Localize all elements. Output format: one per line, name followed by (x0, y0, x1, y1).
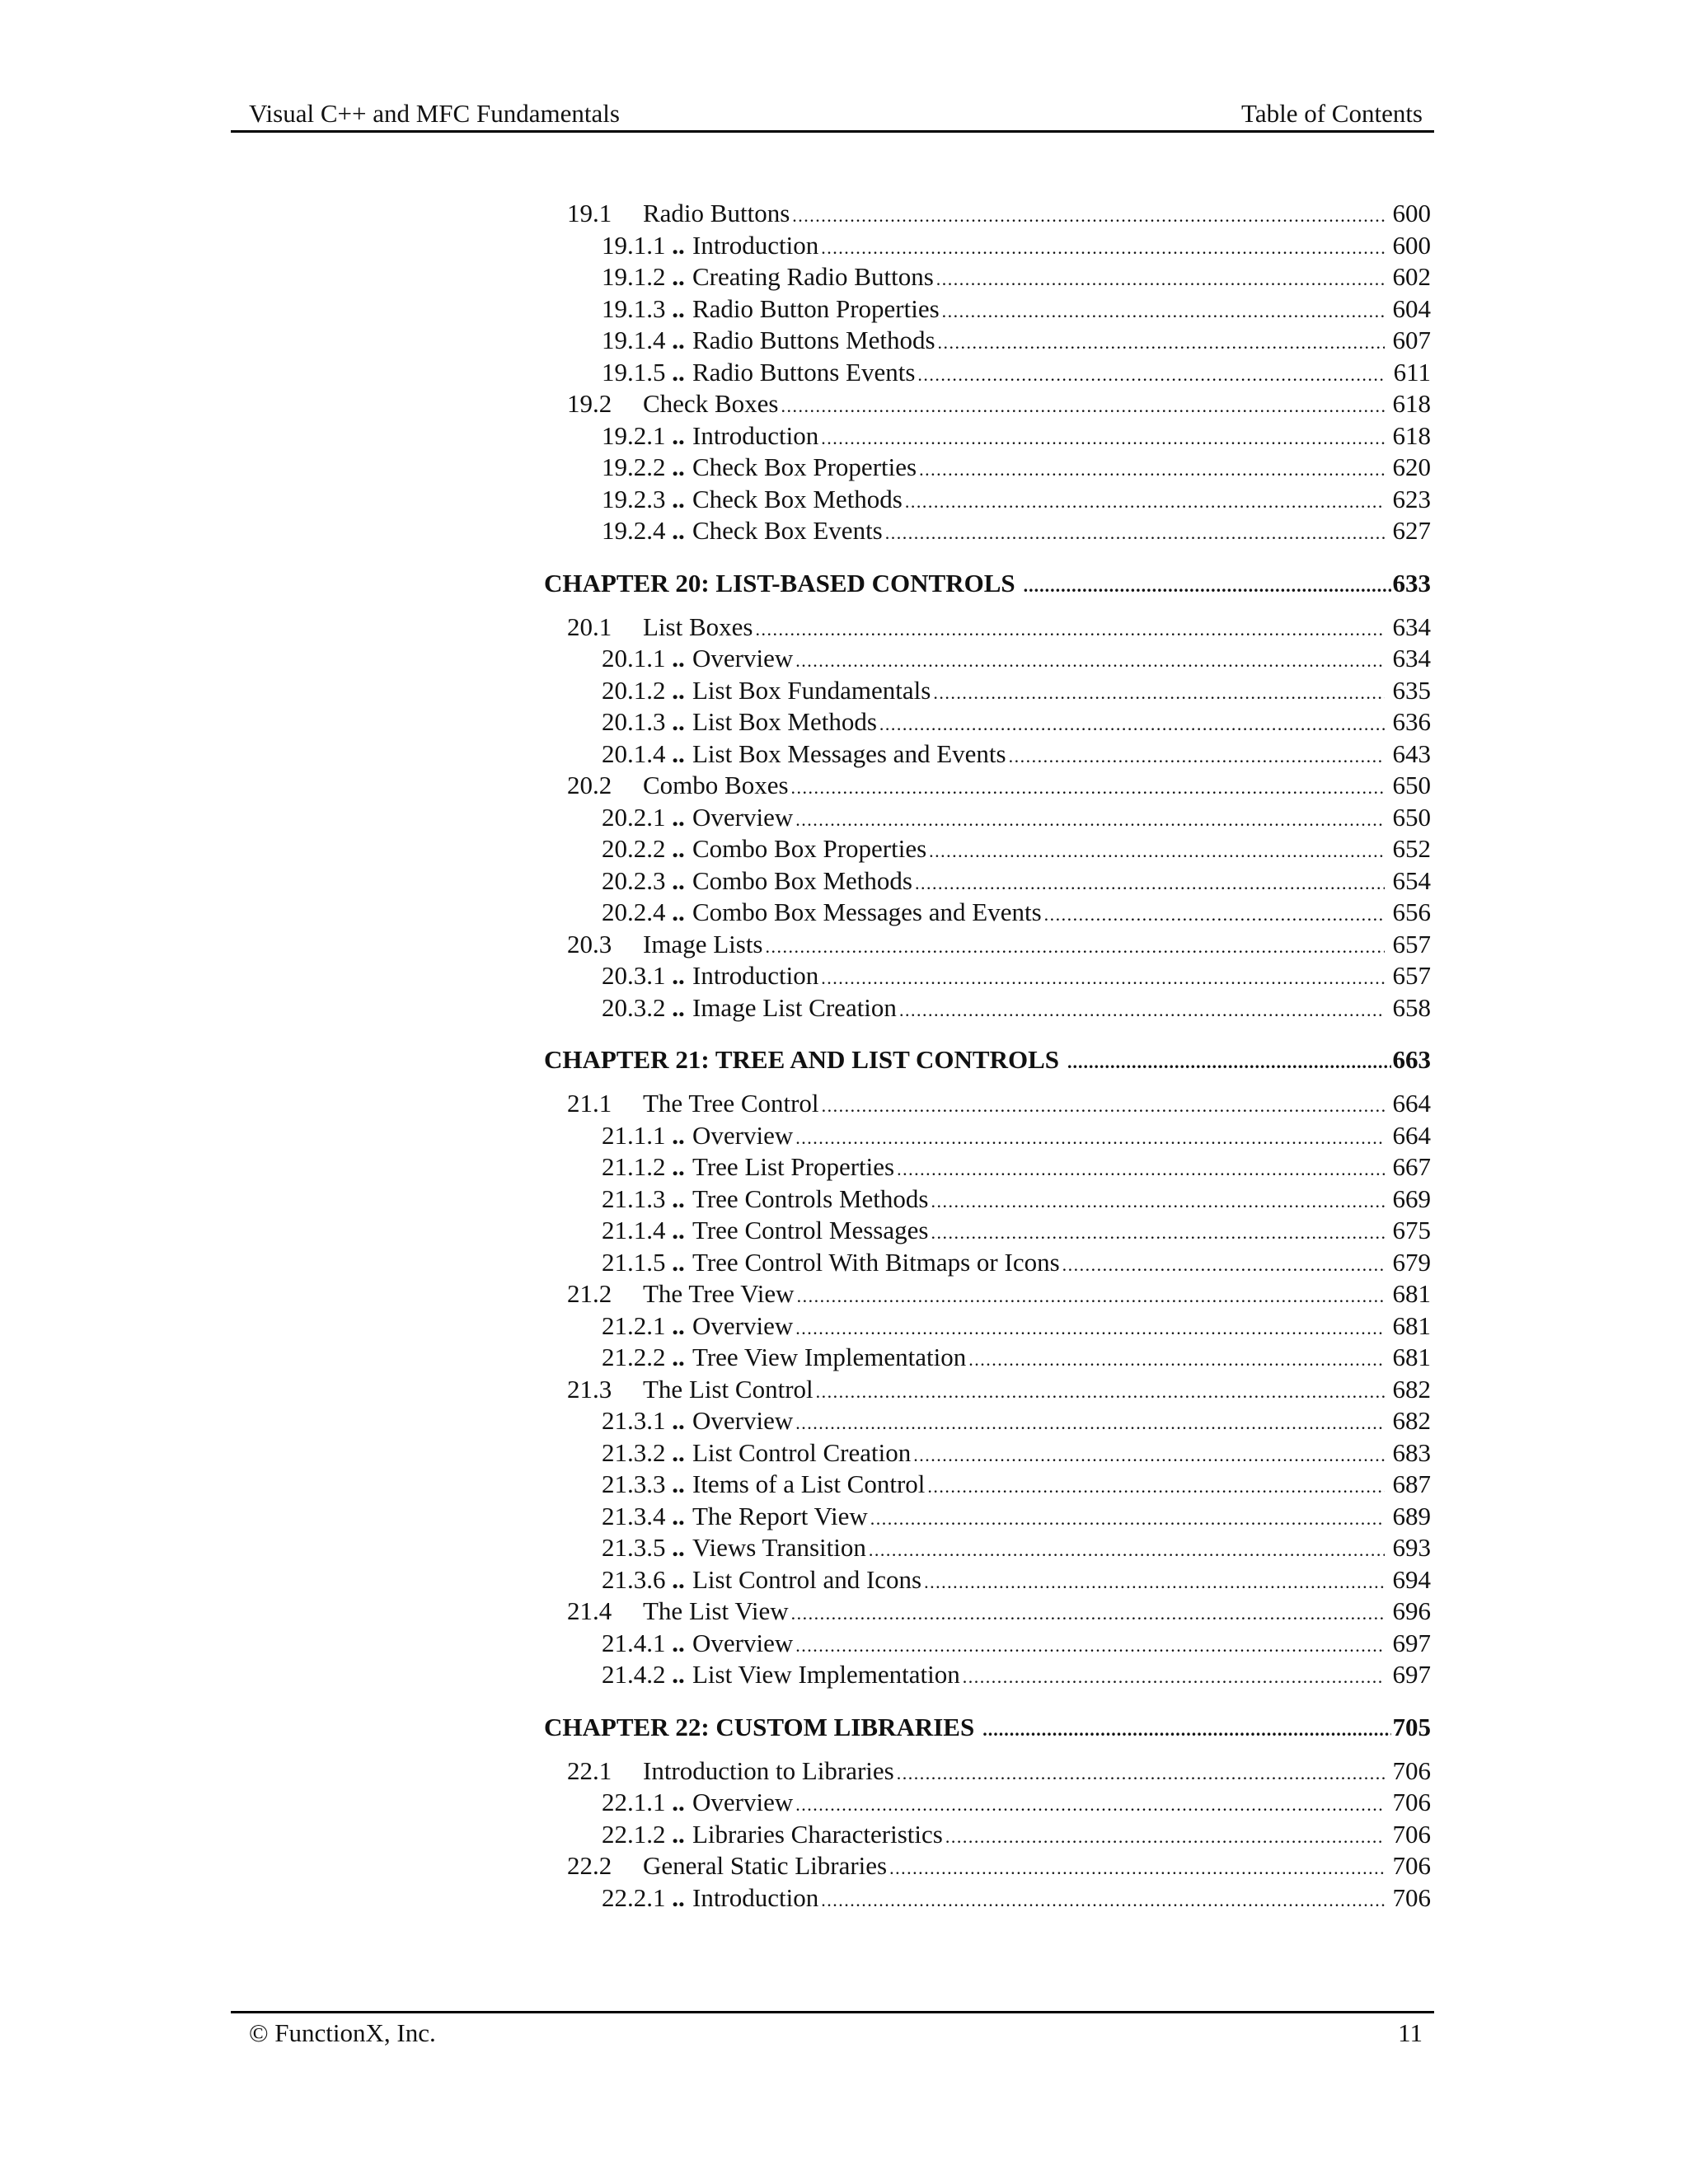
entry-title: Tree List Properties (692, 1152, 895, 1181)
entry-number: 21.3.1 .. (602, 1405, 685, 1437)
entry-title: Overview (692, 802, 794, 832)
toc-subsection-entry[interactable] (544, 1437, 1431, 1469)
dot-leader (795, 1313, 1385, 1345)
entry-title: The Tree Control (643, 1089, 819, 1118)
chapter-title: CHAPTER 21: TREE AND LIST CONTROLS (544, 1045, 1060, 1074)
toc-chapter-heading[interactable] (544, 1035, 1431, 1085)
entry-title: Radio Button Properties (692, 293, 940, 323)
entry-page: 681 (1392, 1343, 1431, 1371)
entry-title: Combo Boxes (643, 771, 789, 799)
dot-leader (795, 1789, 1385, 1821)
toc-subsection-entry[interactable] (544, 484, 1431, 516)
entry-number: 21.2 (567, 1279, 612, 1308)
entry-number: 19.2.1 .. (602, 420, 685, 452)
dot-leader (924, 1567, 1385, 1599)
entry-page: 696 (1392, 1596, 1431, 1625)
dot-leader (791, 772, 1385, 804)
entry-number: 21.3.2 .. (602, 1437, 685, 1469)
entry-title: Radio Buttons Events (692, 357, 916, 387)
section-title: Table of Contents (1241, 99, 1423, 128)
toc-subsection-entry[interactable] (544, 1469, 1431, 1501)
entry-title: Introduction to Libraries (643, 1755, 894, 1785)
entry-page: 620 (1392, 452, 1431, 481)
entry-title: Tree Control With Bitmaps or Icons (692, 1247, 1060, 1277)
toc-subsection-entry[interactable] (544, 325, 1431, 357)
entry-number: 19.1.3 .. (602, 293, 685, 326)
toc-subsection-entry[interactable] (544, 261, 1431, 293)
dot-leader (938, 327, 1385, 359)
entry-title: Introduction (692, 420, 819, 450)
entry-number: 21.4.1 .. (602, 1628, 685, 1660)
entry-number: 21.2.1 .. (602, 1310, 685, 1343)
dot-leader (795, 1630, 1385, 1662)
entry-title: Overview (692, 1120, 794, 1150)
book-title: Visual C++ and MFC Fundamentals (249, 99, 620, 128)
dot-leader (942, 296, 1385, 328)
toc-subsection-entry[interactable] (544, 1628, 1431, 1660)
toc-subsection-entry[interactable] (544, 1882, 1431, 1915)
dot-leader (915, 868, 1385, 900)
entry-number: 21.2.2 .. (602, 1342, 685, 1374)
entry-number: 21.1.2 .. (602, 1151, 685, 1183)
entry-title: Image List Creation (692, 992, 897, 1022)
toc-subsection-entry[interactable] (544, 643, 1431, 675)
entry-page: 669 (1392, 1183, 1431, 1213)
entry-title: List Box Fundamentals (692, 675, 931, 705)
toc-subsection-entry[interactable] (544, 1215, 1431, 1247)
dot-leader (781, 391, 1385, 423)
toc-subsection-entry[interactable] (544, 865, 1431, 898)
entry-page: 602 (1392, 262, 1431, 291)
dot-leader (870, 1503, 1385, 1535)
entry-title: Image Lists (643, 929, 763, 958)
entry-number: 20.1.1 .. (602, 643, 685, 675)
dot-leader (821, 232, 1385, 265)
dot-leader (885, 518, 1385, 550)
dot-leader (869, 1535, 1385, 1567)
toc-subsection-entry[interactable] (544, 293, 1431, 326)
entry-page: 650 (1392, 771, 1431, 799)
dot-leader (927, 1471, 1385, 1503)
entry-page: 636 (1392, 707, 1431, 736)
toc-subsection-entry[interactable] (544, 992, 1431, 1024)
copyright-notice: © FunctionX, Inc. (249, 2018, 436, 2047)
dot-leader (879, 709, 1385, 741)
toc-section-entry[interactable] (544, 770, 1431, 802)
entry-title: Combo Box Messages and Events (692, 898, 1042, 926)
entry-title: List Box Messages and Events (692, 738, 1006, 768)
chapter-title: CHAPTER 20: LIST-BASED CONTROLS (544, 568, 1015, 598)
entry-number: 21.3.3 .. (602, 1469, 685, 1501)
entry-number: 20.1.3 .. (602, 706, 685, 738)
dot-leader (919, 454, 1385, 486)
entry-number: 20.2 (567, 771, 612, 799)
toc-subsection-entry[interactable] (544, 515, 1431, 547)
dot-leader (929, 836, 1385, 868)
dot-leader (821, 963, 1385, 995)
entry-page: 627 (1392, 516, 1431, 545)
entry-title: Check Box Methods (692, 484, 903, 513)
dot-leader (889, 1853, 1385, 1885)
dot-leader (792, 200, 1385, 232)
toc-subsection-entry[interactable] (544, 1310, 1431, 1343)
entry-page: 675 (1392, 1216, 1431, 1244)
entry-page: 604 (1392, 293, 1431, 323)
toc-subsection-entry[interactable] (544, 452, 1431, 484)
entry-title: List Control and Icons (692, 1564, 922, 1594)
entry-number: 20.2.1 .. (602, 802, 685, 834)
dot-leader (899, 995, 1385, 1027)
entry-page: 623 (1392, 484, 1431, 513)
entry-number: 21.4.2 .. (602, 1659, 685, 1691)
entry-page: 607 (1392, 326, 1431, 354)
entry-page: 654 (1392, 865, 1431, 895)
entry-number: 22.2 (567, 1851, 612, 1880)
entry-title: List Box Methods (692, 707, 877, 736)
entry-title: Overview (692, 644, 794, 673)
toc-subsection-entry[interactable] (544, 1659, 1431, 1691)
entry-title: Combo Box Methods (692, 865, 912, 895)
entry-title: Creating Radio Buttons (692, 262, 934, 291)
entry-page: 664 (1392, 1089, 1431, 1118)
toc-chapter-heading[interactable] (544, 559, 1431, 608)
toc-section-entry[interactable] (544, 1278, 1431, 1310)
entry-page: 634 (1392, 612, 1431, 641)
page-header (231, 97, 1434, 133)
dot-leader (1044, 899, 1385, 931)
entry-page: 681 (1392, 1310, 1431, 1340)
dot-leader (905, 486, 1385, 518)
entry-number: 20.3.1 .. (602, 960, 685, 992)
toc-subsection-entry[interactable] (544, 1564, 1431, 1596)
entry-title: Overview (692, 1788, 794, 1816)
entry-number: 20.2.4 .. (602, 897, 685, 929)
entry-number: 21.3.5 .. (602, 1532, 685, 1564)
dot-leader (766, 931, 1386, 963)
dot-leader (931, 1217, 1385, 1249)
toc-subsection-entry[interactable] (544, 1120, 1431, 1152)
toc-subsection-entry[interactable] (544, 1247, 1431, 1279)
entry-page: 706 (1392, 1755, 1431, 1785)
toc-subsection-entry[interactable] (544, 675, 1431, 707)
dot-leader (982, 1705, 1390, 1755)
toc-subsection-entry[interactable] (544, 706, 1431, 738)
chapter-title: CHAPTER 22: CUSTOM LIBRARIES (544, 1712, 975, 1741)
entry-page: 643 (1392, 738, 1431, 768)
toc-subsection-entry[interactable] (544, 960, 1431, 992)
toc-subsection-entry[interactable] (544, 1342, 1431, 1374)
entry-page: 706 (1392, 1851, 1431, 1880)
entry-title: List Boxes (643, 612, 753, 641)
entry-number: 19.2 (567, 389, 612, 418)
entry-number: 21.1.5 .. (602, 1247, 685, 1279)
toc-section-entry[interactable] (544, 1088, 1431, 1120)
entry-page: 706 (1392, 1788, 1431, 1816)
entry-number: 21.3.6 .. (602, 1564, 685, 1596)
entry-page: 689 (1392, 1501, 1431, 1530)
dot-leader (821, 423, 1385, 455)
dot-leader (797, 1281, 1385, 1313)
dot-leader (795, 1122, 1385, 1155)
entry-title: Radio Buttons Methods (692, 326, 935, 354)
entry-number: 20.1.2 .. (602, 675, 685, 707)
table-of-contents (544, 198, 1431, 1914)
toc-subsection-entry[interactable] (544, 230, 1431, 262)
entry-page: 657 (1392, 929, 1431, 958)
entry-title: Views Transition (692, 1533, 866, 1562)
entry-number: 19.2.3 .. (602, 484, 685, 516)
toc-subsection-entry[interactable] (544, 420, 1431, 452)
entry-number: 19.1.5 .. (602, 357, 685, 389)
toc-subsection-entry[interactable] (544, 802, 1431, 834)
entry-page: 697 (1392, 1628, 1431, 1657)
entry-number: 19.1.4 .. (602, 325, 685, 357)
toc-subsection-entry[interactable] (544, 1787, 1431, 1819)
dot-leader (897, 1758, 1385, 1790)
entry-number: 19.1.2 .. (602, 261, 685, 293)
entry-number: 21.3 (567, 1374, 612, 1404)
entry-number: 19.2.4 .. (602, 515, 685, 547)
entry-number: 22.1 (567, 1755, 612, 1785)
entry-number: 22.1.1 .. (602, 1787, 685, 1819)
entry-page: 600 (1392, 199, 1431, 227)
dot-leader (1009, 741, 1385, 773)
toc-section-entry[interactable] (544, 612, 1431, 644)
entry-number: 20.1.4 .. (602, 738, 685, 771)
entry-title: The List View (643, 1596, 789, 1625)
entry-title: Overview (692, 1628, 794, 1657)
entry-number: 22.1.2 .. (602, 1819, 685, 1851)
entry-number: 20.3.2 .. (602, 992, 685, 1024)
entry-page: 618 (1392, 420, 1431, 450)
entry-page: 706 (1392, 1882, 1431, 1912)
entry-title: Overview (692, 1310, 794, 1340)
entry-title: Overview (692, 1406, 794, 1435)
entry-title: Items of a List Control (692, 1469, 926, 1498)
dot-leader (821, 1885, 1385, 1917)
entry-page: 687 (1392, 1469, 1431, 1498)
entry-title: Libraries Characteristics (692, 1819, 943, 1849)
dot-leader (933, 677, 1385, 710)
dot-leader (931, 1186, 1385, 1218)
entry-title: The Report View (692, 1501, 868, 1530)
entry-number: 21.4 (567, 1596, 612, 1625)
entry-number: 22.2.1 .. (602, 1882, 685, 1915)
dot-leader (917, 359, 1385, 391)
dot-leader (1024, 561, 1391, 611)
entry-page: 693 (1392, 1533, 1431, 1562)
dot-leader (1062, 1249, 1385, 1282)
entry-title: General Static Libraries (643, 1851, 888, 1880)
entry-title: List View Implementation (692, 1660, 960, 1689)
dot-leader (963, 1661, 1385, 1694)
dot-leader (913, 1440, 1385, 1472)
entry-title: The Tree View (643, 1279, 795, 1308)
toc-subsection-entry[interactable] (544, 1183, 1431, 1216)
entry-page: 657 (1392, 961, 1431, 990)
entry-number: 20.2.3 .. (602, 865, 685, 898)
toc-subsection-entry[interactable] (544, 897, 1431, 929)
toc-section-entry[interactable] (544, 1374, 1431, 1406)
entry-page: 694 (1392, 1564, 1431, 1594)
entry-title: Check Box Events (692, 516, 883, 545)
entry-title: Introduction (692, 961, 819, 990)
toc-section-entry[interactable] (544, 1850, 1431, 1882)
toc-subsection-entry[interactable] (544, 1151, 1431, 1183)
chapter-page: 633 (1392, 568, 1431, 598)
entry-page: 682 (1392, 1374, 1431, 1404)
entry-page: 650 (1392, 802, 1431, 832)
dot-leader (755, 614, 1385, 646)
toc-chapter-heading[interactable] (544, 1703, 1431, 1752)
entry-page: 611 (1393, 357, 1431, 387)
dot-leader (795, 645, 1385, 677)
entry-title: Tree View Implementation (692, 1343, 967, 1371)
entry-title: The List Control (643, 1374, 814, 1404)
entry-page: 618 (1392, 389, 1431, 418)
dot-leader (1067, 1038, 1390, 1087)
toc-subsection-entry[interactable] (544, 833, 1431, 865)
chapter-page: 663 (1392, 1045, 1431, 1074)
entry-page: 682 (1392, 1406, 1431, 1435)
entry-number: 20.2.2 .. (602, 833, 685, 865)
entry-page: 681 (1392, 1279, 1431, 1308)
entry-number: 21.1.3 .. (602, 1183, 685, 1216)
toc-subsection-entry[interactable] (544, 357, 1431, 389)
dot-leader (816, 1376, 1385, 1408)
entry-page: 652 (1392, 834, 1431, 863)
dot-leader (936, 264, 1385, 296)
toc-section-entry[interactable] (544, 1596, 1431, 1628)
dot-leader (968, 1344, 1385, 1376)
entry-title: Radio Buttons (643, 199, 790, 227)
toc-subsection-entry[interactable] (544, 738, 1431, 771)
entry-number: 19.2.2 .. (602, 452, 685, 484)
toc-subsection-entry[interactable] (544, 1819, 1431, 1851)
dot-leader (791, 1598, 1385, 1630)
chapter-page: 705 (1392, 1712, 1431, 1741)
entry-title: Tree Control Messages (692, 1216, 929, 1244)
page-footer (231, 2011, 1434, 2050)
entry-number: 19.1.1 .. (602, 230, 685, 262)
toc-subsection-entry[interactable] (544, 1532, 1431, 1564)
dot-leader (897, 1154, 1385, 1186)
entry-page: 600 (1392, 230, 1431, 260)
entry-page: 664 (1392, 1120, 1431, 1150)
entry-number: 21.1.1 .. (602, 1120, 685, 1152)
entry-number: 21.1 (567, 1089, 612, 1118)
entry-number: 20.3 (567, 929, 612, 958)
entry-title: Combo Box Properties (692, 834, 927, 863)
toc-subsection-entry[interactable] (544, 1405, 1431, 1437)
entry-page: 683 (1392, 1437, 1431, 1467)
page-number: 11 (1398, 2018, 1423, 2047)
entry-title: Introduction (692, 230, 819, 260)
entry-page: 658 (1392, 992, 1431, 1022)
entry-number: 21.1.4 .. (602, 1215, 685, 1247)
entry-number: 19.1 (567, 199, 612, 227)
entry-page: 706 (1392, 1819, 1431, 1849)
toc-subsection-entry[interactable] (544, 1501, 1431, 1533)
entry-number: 21.3.4 .. (602, 1501, 685, 1533)
entry-title: Check Boxes (643, 389, 779, 418)
entry-page: 634 (1392, 644, 1431, 673)
entry-title: Check Box Properties (692, 452, 917, 481)
dot-leader (795, 804, 1385, 837)
entry-title: Tree Controls Methods (692, 1183, 929, 1213)
entry-page: 667 (1392, 1152, 1431, 1181)
toc-section-entry[interactable] (544, 198, 1431, 230)
entry-page: 679 (1392, 1247, 1431, 1277)
entry-page: 656 (1392, 898, 1431, 926)
entry-page: 697 (1392, 1660, 1431, 1689)
dot-leader (945, 1821, 1385, 1854)
entry-title: List Control Creation (692, 1437, 912, 1467)
dot-leader (795, 1408, 1385, 1440)
toc-section-entry[interactable] (544, 1755, 1431, 1788)
dot-leader (822, 1090, 1385, 1122)
toc-section-entry[interactable] (544, 388, 1431, 420)
entry-number: 20.1 (567, 612, 612, 641)
entry-page: 635 (1392, 675, 1431, 705)
entry-title: Introduction (692, 1882, 819, 1912)
toc-section-entry[interactable] (544, 929, 1431, 961)
